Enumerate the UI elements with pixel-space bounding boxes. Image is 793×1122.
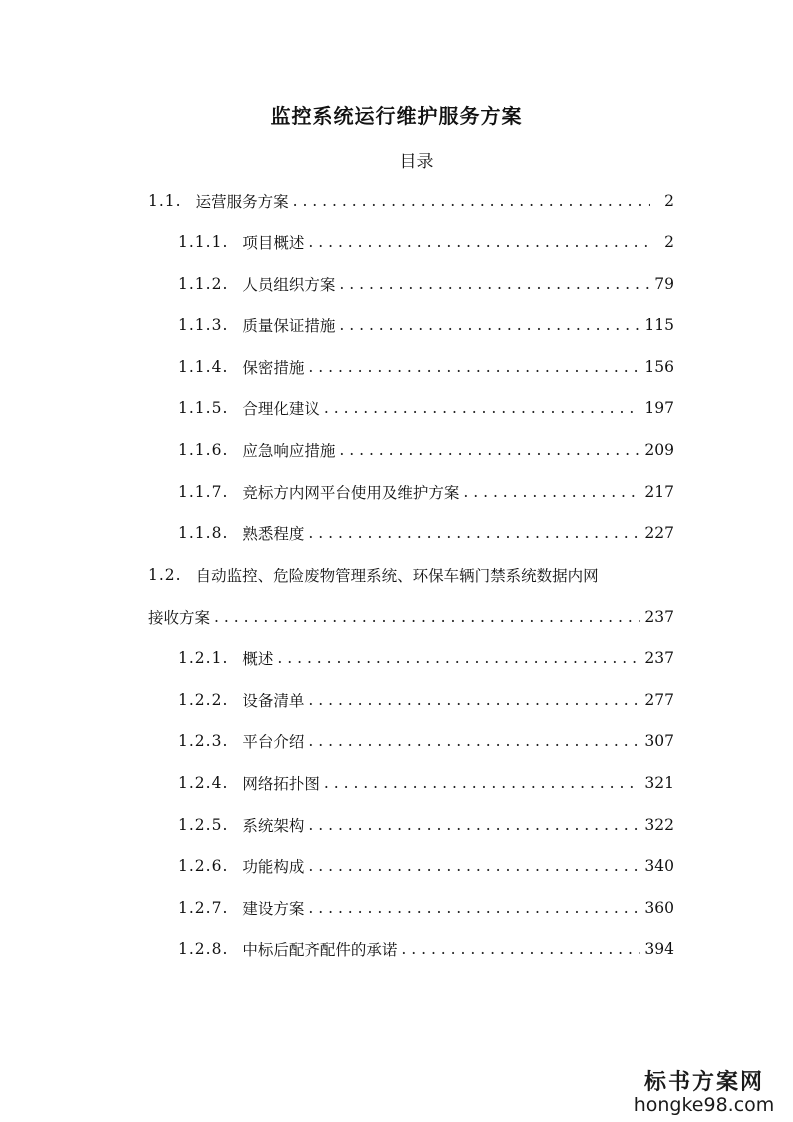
- toc-leader-dots: [308, 358, 640, 376]
- toc-entry[interactable]: [178, 854, 674, 878]
- toc-entry[interactable]: [178, 896, 674, 920]
- toc-entry-page: 322: [644, 816, 674, 834]
- toc-entry-page: 197: [644, 399, 674, 417]
- toc-entry-continuation[interactable]: [148, 605, 674, 629]
- toc-entry-number: 1.2.5.: [178, 816, 229, 834]
- toc-entry-label: 平台介绍: [242, 733, 305, 751]
- toc-entry[interactable]: [178, 937, 674, 961]
- toc-entry-page: 394: [644, 940, 674, 958]
- toc-leader-dots: [277, 649, 640, 667]
- toc-entry[interactable]: [178, 521, 674, 545]
- toc-entry[interactable]: [148, 189, 674, 213]
- toc-entry[interactable]: [178, 480, 674, 504]
- toc-entry[interactable]: [178, 729, 674, 753]
- toc-entry-number: 1.1.: [148, 192, 182, 210]
- toc-entry-label: 质量保证措施: [242, 317, 336, 335]
- toc-entry-number: 1.2.7.: [178, 899, 229, 917]
- toc-entry-label: 系统架构: [242, 817, 305, 835]
- toc-entry-label-continued: 接收方案: [148, 609, 211, 627]
- toc-leader-dots: [339, 316, 640, 334]
- toc-heading: 目录: [399, 152, 434, 172]
- toc-entry-page: 360: [644, 899, 674, 917]
- toc-entry[interactable]: [178, 313, 674, 337]
- toc-entry-label: 设备清单: [242, 692, 305, 710]
- document-title: 监控系统运行维护服务方案: [270, 104, 523, 128]
- toc-entry-number: 1.1.7.: [178, 483, 229, 501]
- toc-entry-page: 237: [644, 649, 674, 667]
- toc-entry-number: 1.1.5.: [178, 399, 229, 417]
- toc-entry-number: 1.1.1.: [178, 233, 229, 251]
- toc-entry-page: 237: [644, 608, 674, 626]
- toc-leader-dots: [463, 483, 640, 501]
- toc-leader-dots: [339, 275, 650, 293]
- toc-leader-dots: [293, 192, 650, 210]
- watermark-name: 标书方案网: [643, 1070, 764, 1095]
- toc-leader-dots: [324, 399, 641, 417]
- toc-entry-page: 209: [644, 441, 674, 459]
- toc-entry-label: 熟悉程度: [242, 525, 305, 543]
- toc-entry-number: 1.2.2.: [178, 691, 229, 709]
- toc-entry-page: 340: [644, 857, 674, 875]
- toc-entry-label: 应急响应措施: [242, 442, 336, 460]
- toc-entry-number: 1.1.6.: [178, 441, 229, 459]
- toc-leader-dots: [324, 774, 641, 792]
- toc-leader-dots: [308, 732, 640, 750]
- toc-leader-dots: [339, 441, 640, 459]
- toc-leader-dots: [401, 940, 640, 958]
- toc-entry[interactable]: [178, 230, 674, 254]
- toc-leader-dots: [308, 816, 640, 834]
- watermark-url: hongke98.com: [633, 1094, 775, 1116]
- toc-leader-dots: [308, 233, 650, 251]
- toc-entry-page: 321: [644, 774, 674, 792]
- toc-entry-label: 合理化建议: [242, 400, 320, 418]
- toc-leader-dots: [214, 608, 640, 626]
- toc-entry[interactable]: [178, 813, 674, 837]
- toc-entry-label: 网络拓扑图: [242, 775, 320, 793]
- toc-entry-label: 保密措施: [242, 359, 305, 377]
- toc-entry-page: 307: [644, 732, 674, 750]
- toc-entry-page: 2: [664, 192, 674, 210]
- toc-entry-page: 227: [644, 524, 674, 542]
- toc-entry-page: 2: [664, 233, 674, 251]
- toc-entry-label: 人员组织方案: [242, 276, 336, 294]
- toc-entry-label: 项目概述: [242, 234, 305, 252]
- toc-entry-label: 运营服务方案: [195, 193, 289, 211]
- toc-entry-number: 1.1.4.: [178, 358, 229, 376]
- toc-entry-label: 竞标方内网平台使用及维护方案: [242, 484, 460, 502]
- toc-entry-page: 79: [654, 275, 674, 293]
- toc-entry[interactable]: [148, 563, 674, 587]
- toc-entry-label: 建设方案: [242, 900, 305, 918]
- toc-entry[interactable]: [178, 272, 674, 296]
- toc-entry-label: 自动监控、危险废物管理系统、环保车辆门禁系统数据内网: [195, 567, 599, 585]
- toc-entry[interactable]: [178, 688, 674, 712]
- toc-entry-number: 1.2.1.: [178, 649, 229, 667]
- toc-entry[interactable]: [178, 396, 674, 420]
- site-watermark: [629, 1065, 779, 1116]
- toc-entry[interactable]: [178, 646, 674, 670]
- toc-leader-dots: [308, 857, 640, 875]
- toc-entry-number: 1.2.8.: [178, 940, 229, 958]
- toc-entry-number: 1.2.6.: [178, 857, 229, 875]
- toc-entry-page: 156: [644, 358, 674, 376]
- toc-entry-number: 1.2.: [148, 566, 182, 584]
- toc-entry-number: 1.1.2.: [178, 275, 229, 293]
- toc-entry[interactable]: [178, 771, 674, 795]
- toc-entry-page: 277: [644, 691, 674, 709]
- toc-entry-page: 115: [644, 316, 674, 334]
- toc-entry-number: 1.2.4.: [178, 774, 229, 792]
- toc-leader-dots: [308, 524, 640, 542]
- toc-entry-label: 概述: [242, 650, 274, 668]
- toc-entry-number: 1.1.3.: [178, 316, 229, 334]
- toc-entry-number: 1.2.3.: [178, 732, 229, 750]
- toc-entry[interactable]: [178, 438, 674, 462]
- toc-entry-number: 1.1.8.: [178, 524, 229, 542]
- toc-entry-label: 中标后配齐配件的承诺: [242, 941, 398, 959]
- toc-leader-dots: [308, 899, 640, 917]
- toc-entry-label: 功能构成: [242, 858, 305, 876]
- toc-entry[interactable]: [178, 355, 674, 379]
- toc-leader-dots: [308, 691, 640, 709]
- toc-entry-page: 217: [644, 483, 674, 501]
